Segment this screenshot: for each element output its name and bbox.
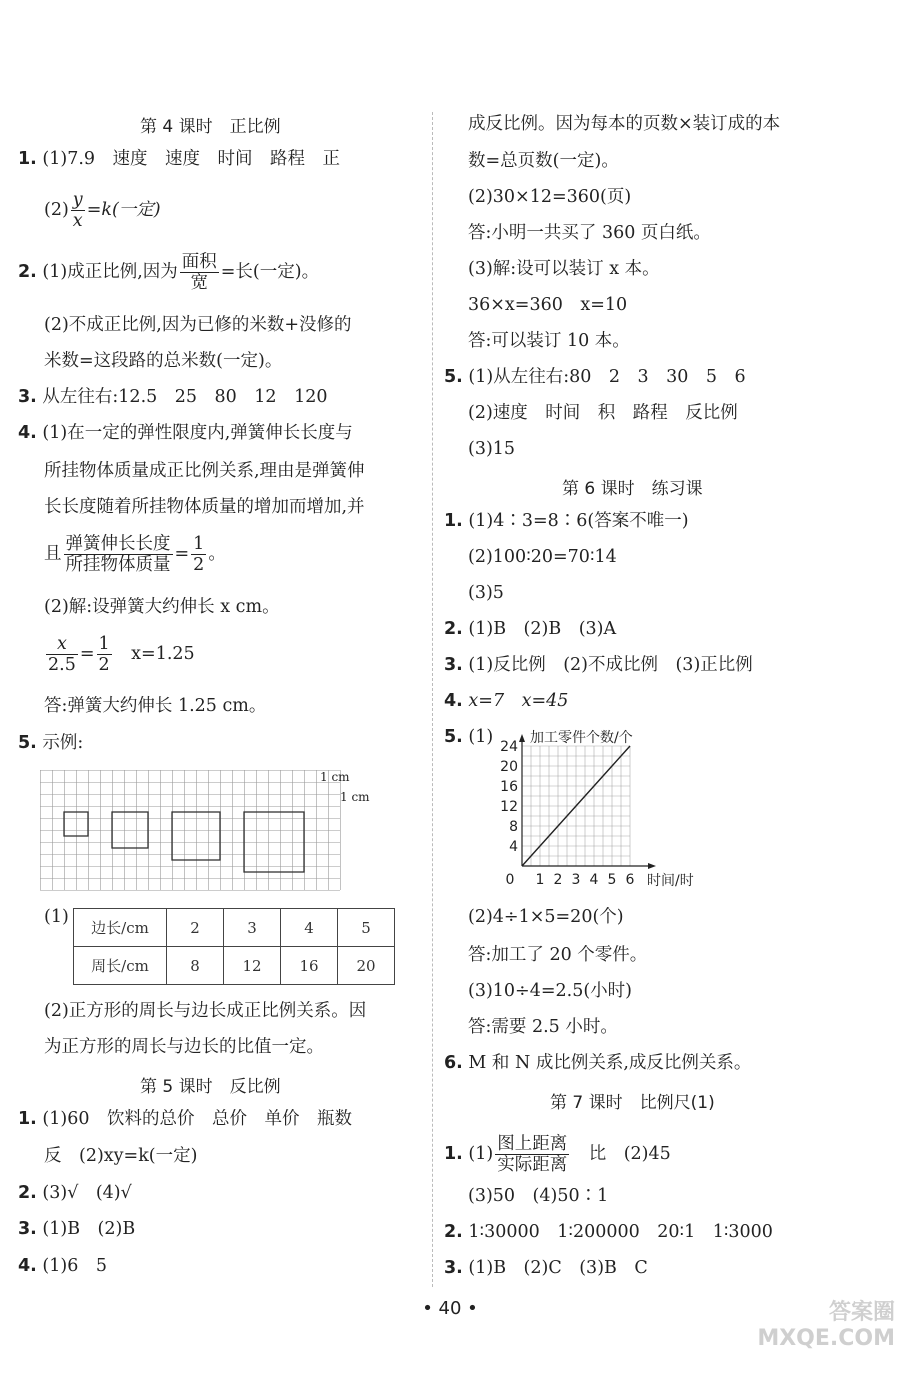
square-side-5 (244, 812, 304, 872)
chart-x-tick-label: 0 (505, 872, 515, 888)
chart-y-tick-label: 8 (509, 819, 518, 835)
s7-answer-1b: (3)50 (4)50∶1 (468, 1186, 609, 1206)
table-cell: 8 (167, 947, 224, 985)
s7-answer-1: 1. (1) $\frac{\text{图上距离}}{\text{实际距离}}$ 比 (2)45 (444, 1134, 671, 1175)
table-row (74, 909, 395, 947)
table-cell: 5 (338, 909, 395, 947)
s5-answer-4: 4. (1)6 5 (18, 1256, 107, 1276)
square-grid-svg (40, 770, 370, 895)
chart-xlabel: 时间/时 (647, 873, 694, 889)
y-axis-arrow-icon (519, 734, 525, 742)
answer-4-7: 答:弹簧大约伸长 1.25 cm。 (44, 696, 267, 716)
r-line-10: (3)15 (468, 439, 516, 459)
table-cell: 12 (224, 947, 281, 985)
x-axis-arrow-icon (648, 863, 656, 869)
r-line-2: 数=总页数(一定)。 (468, 151, 619, 171)
s6-answer-1c: (3)5 (468, 583, 504, 603)
grid-unit-label-vertical: 1 cm (340, 790, 370, 804)
r-line-3: (2)30×12=360(页) (468, 187, 632, 207)
s6-answer-3: 3. (1)反比例 (2)不成比例 (3)正比例 (444, 655, 753, 675)
answer-5-2a: (2)正方形的周长与边长成正比例关系。因 (44, 1001, 367, 1021)
r-line-8: 5. (1)从左往右:80 2 3 30 5 6 (444, 367, 746, 387)
chart-x-tick-label: 5 (607, 872, 617, 888)
chart-y-tick-label: 20 (500, 759, 518, 775)
s5-answer-2: 2. (3)√ (4)√ (18, 1183, 132, 1203)
answer-1-2: (2) $\frac{y}{x}$ =k(一定) (44, 190, 161, 231)
perimeter-table (73, 908, 395, 985)
grid-figure (40, 770, 370, 895)
answer-4-3: 长长度随着所挂物体质量的增加而增加,并 (44, 497, 365, 517)
grid-unit-label-horizontal: 1 cm (320, 770, 350, 784)
r-line-7: 答:可以装订 10 本。 (468, 331, 630, 351)
section-title-lesson5: 第 5 课时 反比例 (140, 1077, 281, 1097)
chart-x-tick-label: 3 (571, 872, 581, 888)
s6-answer-1a: 1. (1)4∶3=8∶6(答案不唯一) (444, 511, 689, 531)
answer-5: 5. 示例: (18, 733, 84, 753)
s6-answer-5b: (2)4÷1×5=20(个) (468, 907, 624, 927)
s7-answer-3: 3. (1)B (2)C (3)B C (444, 1258, 648, 1278)
column-divider (432, 112, 433, 1287)
s7-answer-2: 2. 1∶30000 1∶200000 20∶1 1∶3000 (444, 1222, 773, 1242)
s6-answer-1b: (2)100∶20=70∶14 (468, 547, 617, 567)
chart-y-tick-label: 4 (509, 839, 518, 855)
section-title-lesson4: 第 4 课时 正比例 (140, 117, 281, 137)
line-chart (500, 724, 740, 894)
answer-3: 3. 从左往右:12.5 25 80 12 120 (18, 387, 328, 407)
s6-answer-4: 4. x=7 x=45 (444, 691, 569, 711)
table-row (74, 947, 395, 985)
section-title-lesson6: 第 6 课时 练习课 (562, 479, 703, 499)
r-line-4: 答:小明一共买了 360 页白纸。 (468, 223, 711, 243)
s5-answer-1a: 1. (1)60 饮料的总价 总价 单价 瓶数 (18, 1109, 352, 1129)
table-cell: 16 (281, 947, 338, 985)
s6-answer-5e: 答:需要 2.5 小时。 (468, 1017, 618, 1037)
chart-y-tick-label: 24 (500, 739, 518, 755)
square-side-2 (64, 812, 88, 836)
table-cell: 4 (281, 909, 338, 947)
page-number: • 40 • (422, 1298, 478, 1319)
answer-2-1: 2. (1)成正比例,因为 $\frac{\text{面积}}{\text{宽}}$ =长(一定)。 (18, 252, 320, 293)
answer-4-6: $\frac{x}{2.5}$ = $\frac{1}{2}$ x=1.25 (48, 634, 195, 675)
chart-y-tick-label: 16 (500, 779, 518, 795)
square-side-4 (172, 812, 220, 860)
chart-y-tick-label: 12 (500, 799, 518, 815)
chart-ylabel: 加工零件个数/个 (530, 730, 633, 746)
r-line-1: 成反比例。因为每本的页数×装订成的本 (468, 114, 781, 134)
answer-4-2: 所挂物体质量成正比例关系,理由是弹簧伸 (44, 461, 365, 481)
table-cell: 2 (167, 909, 224, 947)
r-line-6: 36×x=360 x=10 (468, 295, 628, 315)
s6-answer-5c: 答:加工了 20 个零件。 (468, 945, 648, 965)
chart-x-tick-label: 4 (589, 872, 599, 888)
table-prefix: (1) (44, 907, 69, 927)
chart-x-tick-label: 1 (535, 872, 545, 888)
r-line-5: (3)解:设可以装订 x 本。 (468, 259, 660, 279)
table-cell: 20 (338, 947, 395, 985)
s6-answer-5d: (3)10÷4=2.5(小时) (468, 981, 633, 1001)
answer-5-2b: 为正方形的周长与边长的比值一定。 (44, 1037, 324, 1057)
s6-answer-2: 2. (1)B (2)B (3)A (444, 619, 617, 639)
answer-1-1: 1. (1)7.9 速度 速度 时间 路程 正 (18, 149, 341, 169)
s5-answer-3: 3. (1)B (2)B (18, 1219, 136, 1239)
answer-4-1: 4. (1)在一定的弹性限度内,弹簧伸长长度与 (18, 423, 353, 443)
answer-2-2a: (2)不成正比例,因为已修的米数+没修的 (44, 315, 352, 335)
s6-answer-5: 5. (1) (444, 727, 494, 747)
answer-2-2b: 米数=这段路的总米数(一定)。 (44, 351, 283, 371)
answer-4-4: 且 $\frac{\text{弹簧伸长长度}}{\text{所挂物体质量}}$ = $\frac{1}{2}$ 。 (44, 534, 226, 575)
s5-answer-1b: 反 (2)xy=k(一定) (44, 1146, 198, 1166)
table-cell: 3 (224, 909, 281, 947)
section-title-lesson7: 第 7 课时 比例尺(1) (550, 1093, 715, 1113)
table-cell: 周长/cm (74, 947, 167, 985)
watermark-logo: 答案圈 MXQE.COM (757, 1300, 895, 1351)
r-line-9: (2)速度 时间 积 路程 反比例 (468, 403, 738, 423)
chart-x-tick-label: 2 (553, 872, 563, 888)
table-cell: 边长/cm (74, 909, 167, 947)
answer-4-5: (2)解:设弹簧大约伸长 x cm。 (44, 597, 280, 617)
chart-x-tick-label: 6 (625, 872, 635, 888)
s6-answer-6: 6. M 和 N 成比例关系,成反比例关系。 (444, 1053, 752, 1073)
